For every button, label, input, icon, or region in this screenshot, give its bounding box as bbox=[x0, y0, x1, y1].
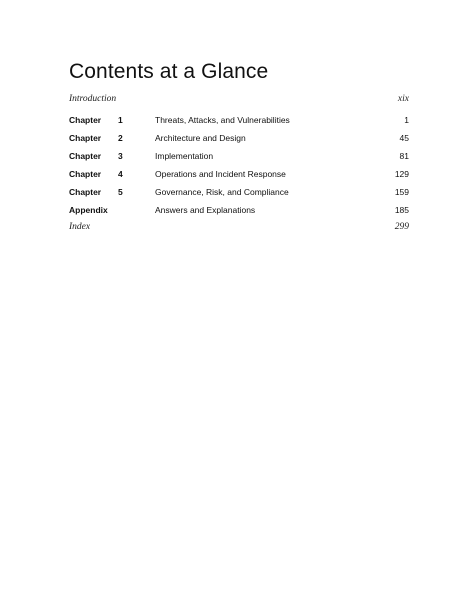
chapter-page: 1 bbox=[404, 115, 409, 125]
chapter-word: Chapter bbox=[69, 133, 102, 143]
toc-chapter-1[interactable] bbox=[69, 115, 409, 127]
chapter-number: 4 bbox=[118, 169, 123, 179]
chapter-number: 1 bbox=[118, 115, 123, 125]
index-page: 299 bbox=[394, 222, 409, 232]
chapter-title: Governance, Risk, and Compliance bbox=[155, 187, 289, 197]
appendix-title: Answers and Explanations bbox=[155, 205, 256, 215]
chapter-page: 45 bbox=[399, 133, 409, 143]
introduction-page: xix bbox=[397, 94, 409, 104]
chapter-page: 81 bbox=[399, 151, 409, 161]
chapter-word: Chapter bbox=[69, 151, 102, 161]
chapter-number: 5 bbox=[118, 187, 123, 197]
toc-appendix[interactable] bbox=[69, 205, 409, 217]
chapter-title: Architecture and Design bbox=[155, 133, 246, 143]
chapter-number: 3 bbox=[118, 151, 123, 161]
chapter-number: 2 bbox=[118, 133, 123, 143]
chapter-word: Chapter bbox=[69, 115, 102, 125]
toc-chapter-2[interactable] bbox=[69, 133, 409, 145]
page-title: Contents at a Glance bbox=[69, 60, 269, 83]
chapter-page: 129 bbox=[394, 169, 409, 179]
index-label: Index bbox=[69, 222, 91, 232]
chapter-word: Chapter bbox=[69, 169, 102, 179]
chapter-title: Threats, Attacks, and Vulnerabilities bbox=[155, 115, 290, 125]
chapter-title: Implementation bbox=[155, 151, 214, 161]
toc-chapter-5[interactable] bbox=[69, 187, 409, 199]
toc-chapter-3[interactable] bbox=[69, 151, 409, 163]
toc-chapter-4[interactable] bbox=[69, 169, 409, 181]
chapter-page: 159 bbox=[394, 187, 409, 197]
appendix-page: 185 bbox=[394, 205, 409, 215]
chapter-word: Chapter bbox=[69, 187, 102, 197]
chapter-title: Operations and Incident Response bbox=[155, 169, 286, 179]
introduction-label: Introduction bbox=[69, 94, 117, 104]
appendix-word: Appendix bbox=[69, 205, 108, 215]
